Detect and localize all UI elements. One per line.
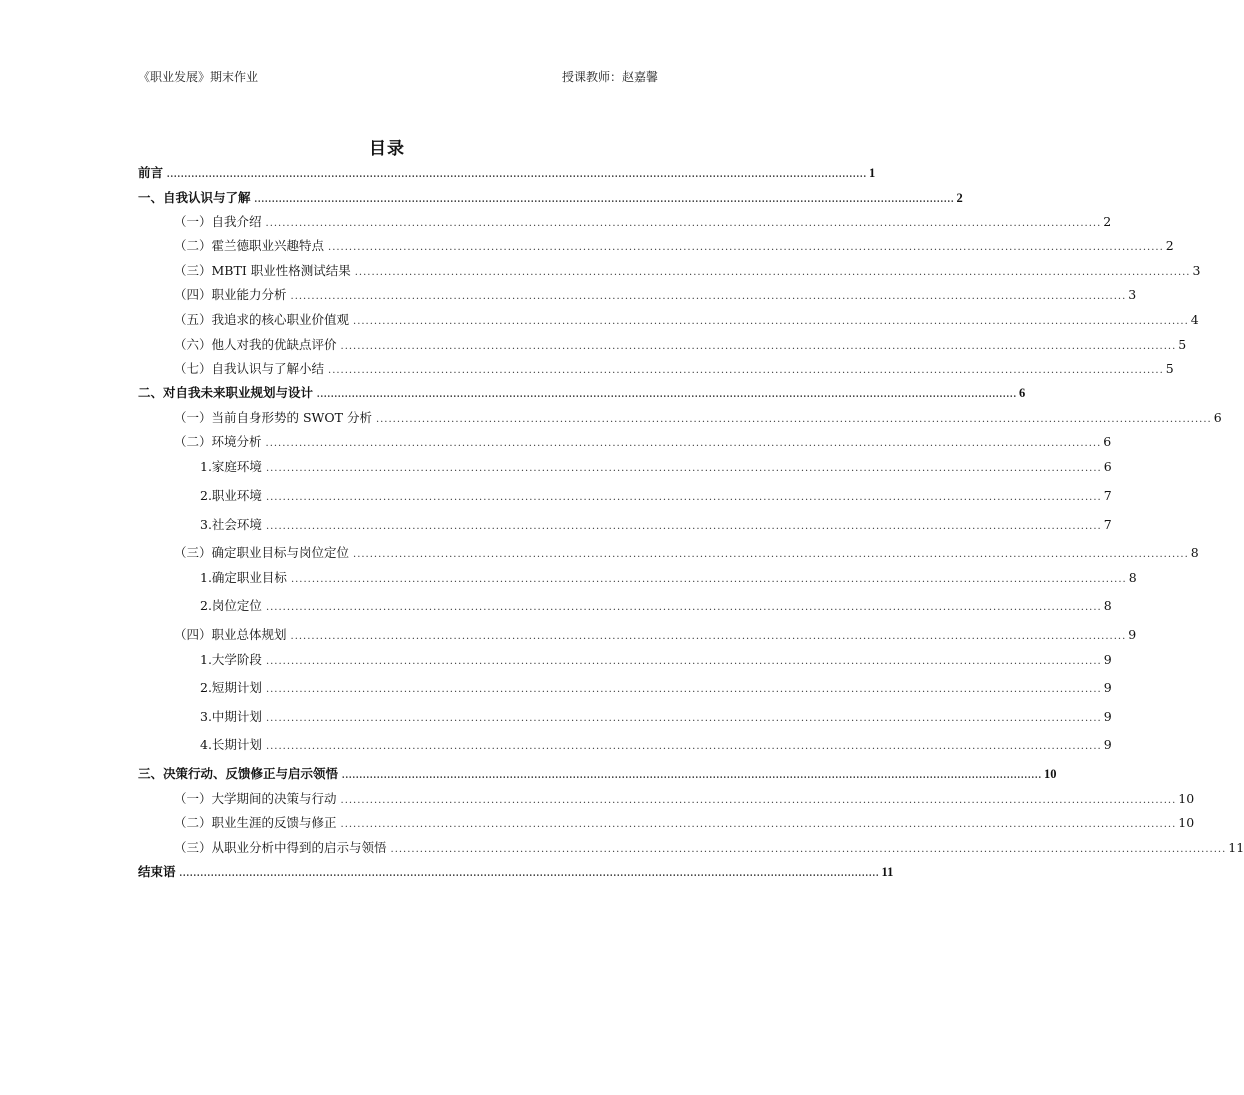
toc-entry[interactable] xyxy=(200,709,1112,727)
toc-entry-label: 1.确定职业目标 xyxy=(200,570,287,585)
toc-entry-page-number: 6 xyxy=(1103,459,1112,474)
toc-entry[interactable] xyxy=(174,312,1199,330)
toc-entry-label: （三）MBTI 职业性格测试结果 xyxy=(174,263,351,278)
toc-entry-label: （一）大学期间的决策与行动 xyxy=(174,791,337,806)
toc-entry-label: 4.长期计划 xyxy=(200,737,262,752)
toc-entry[interactable] xyxy=(174,434,1112,452)
toc-leader-dots: ........................................................................................................................................................................................................ xyxy=(328,365,1164,376)
toc-entry-page-number: 1 xyxy=(869,166,876,180)
toc-entry-page-number: 3 xyxy=(1192,263,1201,278)
toc-leader-dots: ........................................................................................................................................................................................................ xyxy=(290,574,1127,585)
toc-entry-label: （三）从职业分析中得到的启示与领悟 xyxy=(174,840,387,855)
toc-entry-page-number: 3 xyxy=(1128,287,1137,302)
toc-leader-dots: ........................................................................................................................................................................................................ xyxy=(179,868,880,879)
toc-leader-dots: ........................................................................................................................................................................................................ xyxy=(265,218,1102,229)
toc-leader-dots: ........................................................................................................................................................................................................ xyxy=(265,463,1102,474)
toc-entry-label: 1.家庭环境 xyxy=(200,459,262,474)
toc-entry-label: 2.岗位定位 xyxy=(200,598,262,613)
toc-leader-dots: ........................................................................................................................................................................................................ xyxy=(340,819,1177,830)
toc-leader-dots: ........................................................................................................................................................................................................ xyxy=(390,844,1227,855)
toc-entry[interactable] xyxy=(200,680,1112,698)
toc-entry-page-number: 10 xyxy=(1178,815,1195,830)
toc-entry[interactable] xyxy=(138,165,876,183)
toc-entry[interactable] xyxy=(174,361,1174,379)
toc-leader-dots: ........................................................................................................................................................................................................ xyxy=(353,316,1189,327)
toc-leader-dots: ........................................................................................................................................................................................................ xyxy=(265,438,1102,449)
toc-entry-label: 结束语 xyxy=(138,864,176,879)
toc-entry-label: （四）职业总体规划 xyxy=(174,627,287,642)
toc-entry-label: （一）自我介绍 xyxy=(174,214,262,229)
toc-entry-page-number: 9 xyxy=(1103,652,1112,667)
toc-leader-dots: ........................................................................................................................................................................................................ xyxy=(265,684,1102,695)
toc-entry[interactable] xyxy=(174,337,1187,355)
toc-entry-page-number: 7 xyxy=(1103,488,1112,503)
toc-entry-page-number: 2 xyxy=(956,191,963,205)
toc-entry[interactable] xyxy=(200,459,1112,477)
toc-leader-dots: ........................................................................................................................................................................................................ xyxy=(265,602,1102,613)
toc-entry[interactable] xyxy=(138,385,1026,403)
toc-entry-page-number: 5 xyxy=(1178,337,1187,352)
toc-entry-label: 3.社会环境 xyxy=(200,517,262,532)
toc-entry-label: 3.中期计划 xyxy=(200,709,262,724)
toc-entry-page-number: 6 xyxy=(1019,386,1026,400)
toc-entry-label: 二、对自我未来职业规划与设计 xyxy=(138,385,314,400)
toc-entry-label: （三）确定职业目标与岗位定位 xyxy=(174,545,350,560)
toc-leader-dots: ........................................................................................................................................................................................................ xyxy=(265,521,1102,532)
toc-entry-page-number: 9 xyxy=(1103,680,1112,695)
toc-entry-page-number: 9 xyxy=(1103,737,1112,752)
toc-entry-page-number: 9 xyxy=(1103,709,1112,724)
toc-leader-dots: ........................................................................................................................................................................................................ xyxy=(254,194,955,205)
toc-entry[interactable] xyxy=(174,238,1174,256)
toc-entry[interactable] xyxy=(174,214,1112,232)
header-teacher: 授课教师：赵嘉馨 xyxy=(561,70,658,84)
toc-entry[interactable] xyxy=(138,190,963,208)
toc-entry-page-number: 9 xyxy=(1128,627,1137,642)
toc-entry-label: （二）环境分析 xyxy=(174,434,262,449)
toc-entry[interactable] xyxy=(200,652,1112,670)
toc-leader-dots: ........................................................................................................................................................................................................ xyxy=(290,291,1127,302)
toc-entry-label: （二）职业生涯的反馈与修正 xyxy=(174,815,337,830)
toc-entry-page-number: 2 xyxy=(1103,214,1112,229)
toc-entry[interactable] xyxy=(200,488,1112,506)
toc-entry-page-number: 2 xyxy=(1165,238,1174,253)
toc-entry[interactable] xyxy=(200,517,1112,535)
toc-entry-page-number: 10 xyxy=(1044,767,1057,781)
toc-leader-dots: ........................................................................................................................................................................................................ xyxy=(167,169,868,180)
toc-entry-label: （五）我追求的核心职业价值观 xyxy=(174,312,350,327)
toc-entry-label: 前言 xyxy=(138,165,164,180)
toc-entry-label: （一）当前自身形势的 SWOT 分析 xyxy=(174,410,372,425)
toc-entry-page-number: 8 xyxy=(1190,545,1199,560)
toc-entry-label: 三、决策行动、反馈修正与启示领悟 xyxy=(138,766,339,781)
toc-entry-page-number: 6 xyxy=(1103,434,1112,449)
toc-entry[interactable] xyxy=(200,570,1137,588)
toc-entry-label: 2.职业环境 xyxy=(200,488,262,503)
toc-entry-page-number: 11 xyxy=(881,865,894,879)
toc-entry-label: 2.短期计划 xyxy=(200,680,262,695)
toc-entry[interactable] xyxy=(174,627,1137,645)
toc-entry[interactable] xyxy=(174,263,1201,281)
toc-entry-label: （二）霍兰德职业兴趣特点 xyxy=(174,238,325,253)
toc-entry[interactable] xyxy=(174,545,1199,563)
header-course-title: 《职业发展》期末作业 xyxy=(138,70,259,84)
toc-leader-dots: ........................................................................................................................................................................................................ xyxy=(342,770,1043,781)
toc-entry[interactable] xyxy=(138,766,1057,784)
toc-entry-page-number: 6 xyxy=(1213,410,1222,425)
toc-leader-dots: ........................................................................................................................................................................................................ xyxy=(354,267,1191,278)
toc-entry-page-number: 4 xyxy=(1190,312,1199,327)
toc-leader-dots: ........................................................................................................................................................................................................ xyxy=(328,242,1164,253)
toc-leader-dots: ........................................................................................................................................................................................................ xyxy=(265,492,1102,503)
toc-leader-dots: ........................................................................................................................................................................................................ xyxy=(290,631,1127,642)
toc-entry[interactable] xyxy=(200,737,1112,755)
toc-entry[interactable] xyxy=(174,791,1195,809)
toc-leader-dots: ........................................................................................................................................................................................................ xyxy=(265,656,1102,667)
toc-entry[interactable] xyxy=(174,410,1222,428)
toc-entry-page-number: 7 xyxy=(1103,517,1112,532)
toc-entry[interactable] xyxy=(200,598,1112,616)
toc-leader-dots: ........................................................................................................................................................................................................ xyxy=(340,795,1177,806)
toc-entry-label: 1.大学阶段 xyxy=(200,652,262,667)
toc-entry[interactable] xyxy=(174,287,1137,305)
toc-entry-page-number: 11 xyxy=(1228,840,1244,855)
toc-entry-label: 一、自我认识与了解 xyxy=(138,190,251,205)
toc-leader-dots: ........................................................................................................................................................................................................ xyxy=(265,713,1102,724)
toc-entry-label: （七）自我认识与了解小结 xyxy=(174,361,325,376)
toc-title: 目录 xyxy=(369,139,405,159)
toc-entry-page-number: 10 xyxy=(1178,791,1195,806)
toc-entry[interactable] xyxy=(174,815,1195,833)
toc-entry[interactable] xyxy=(174,840,1244,858)
toc-leader-dots: ........................................................................................................................................................................................................ xyxy=(375,414,1212,425)
toc-leader-dots: ........................................................................................................................................................................................................ xyxy=(340,341,1177,352)
toc-entry-label: （四）职业能力分析 xyxy=(174,287,287,302)
toc-entry-page-number: 8 xyxy=(1103,598,1112,613)
toc-entry-page-number: 8 xyxy=(1128,570,1137,585)
toc-entry-page-number: 5 xyxy=(1165,361,1174,376)
toc-leader-dots: ........................................................................................................................................................................................................ xyxy=(317,389,1018,400)
toc-entry-label: （六）他人对我的优缺点评价 xyxy=(174,337,337,352)
toc-entry[interactable] xyxy=(138,864,894,882)
toc-leader-dots: ........................................................................................................................................................................................................ xyxy=(353,549,1189,560)
toc-leader-dots: ........................................................................................................................................................................................................ xyxy=(265,741,1102,752)
